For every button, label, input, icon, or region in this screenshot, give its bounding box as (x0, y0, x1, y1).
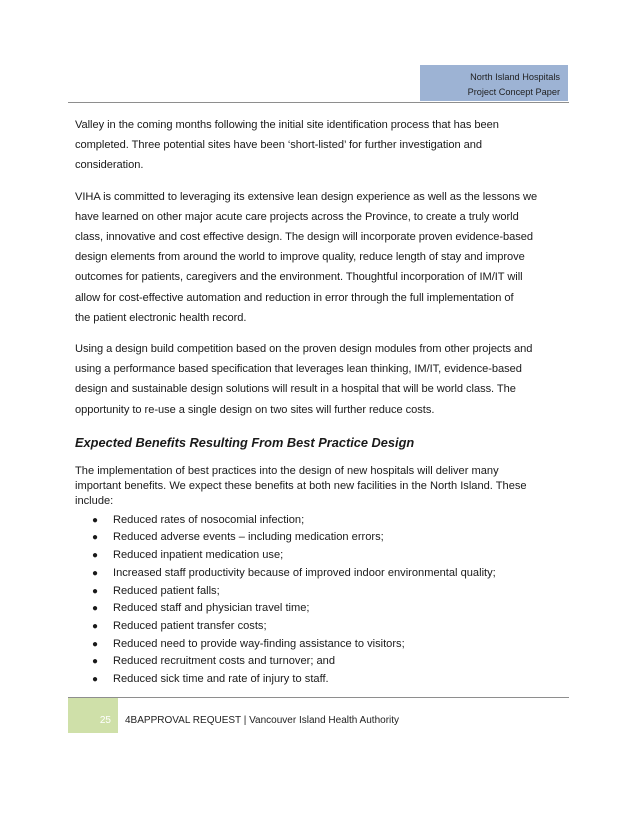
list-item-text: Reduced recruitment costs and turnover; and (113, 655, 335, 668)
list-item-text: Reduced rates of nosocomial infection; (113, 513, 305, 526)
list-item (75, 653, 567, 671)
bullet-icon: ● (92, 532, 99, 544)
text-line: have learned on other major acute care projects across the Province, to create a truly world (75, 210, 519, 223)
benefits-intro (75, 464, 567, 510)
text-line: class, innovative and cost effective design. The design will incorporate proven evidence-based (75, 231, 534, 244)
page-body (75, 115, 567, 689)
list-item (75, 583, 567, 601)
page-number: 25 (68, 698, 118, 733)
text-line: consideration. (75, 159, 144, 172)
list-item-text: Reduced need to provide way-finding assistance to visitors; (113, 637, 405, 650)
bullet-icon: ● (92, 656, 99, 668)
running-header (420, 65, 568, 101)
text-line: Using a design build competition based on the proven design modules from other projects and (75, 343, 533, 356)
header-divider (68, 102, 569, 103)
bullet-icon: ● (92, 620, 99, 632)
paragraph-3 (75, 339, 567, 420)
text-line: important benefits. We expect these benefits at both new facilities in the North Island. These (75, 480, 527, 493)
list-item (75, 600, 567, 618)
header-line-1: North Island Hospitals (470, 72, 560, 82)
paragraph-2 (75, 187, 567, 328)
list-item-text: Reduced staff and physician travel time; (113, 602, 310, 615)
list-item-text: Reduced patient transfer costs; (113, 619, 267, 632)
list-item (75, 671, 567, 689)
text-line: include: (75, 495, 114, 508)
text-line: the patient electronic health record. (75, 311, 247, 324)
text-line: opportunity to re-use a single design on two sites will further reduce costs. (75, 403, 435, 416)
text-line: Valley in the coming months following the initial site identification process that has been (75, 119, 499, 131)
text-line: design elements from around the world to improve quality, reduce length of stay and improve (75, 251, 525, 264)
text-line: The implementation of best practices into the design of new hospitals will deliver many (75, 464, 499, 477)
footer-divider (68, 697, 569, 698)
list-item-text: Increased staff productivity because of improved indoor environmental quality; (113, 566, 496, 579)
bullet-icon: ● (92, 585, 99, 597)
text-line: VIHA is committed to leveraging its extensive lean design experience as well as the lessons we (75, 190, 538, 203)
bullet-icon: ● (92, 550, 99, 562)
bullet-icon: ● (92, 638, 99, 650)
list-item (75, 565, 567, 583)
list-item (75, 512, 567, 530)
paragraph-1 (75, 115, 567, 176)
bullet-icon: ● (92, 567, 99, 579)
text-line: allow for cost-effective automation and reduction in error through the full implementation of (75, 291, 514, 304)
text-line: design and sustainable design solutions will result in a hospital that will be world class. The (75, 383, 516, 396)
bullet-icon: ● (92, 603, 99, 615)
benefits-list (75, 512, 567, 689)
header-line-2: Project Concept Paper (467, 86, 560, 97)
list-item (75, 618, 567, 636)
list-item-text: Reduced inpatient medication use; (113, 549, 284, 562)
text-line: completed. Three potential sites have been ‘short-listed’ for further investigation and (75, 139, 482, 152)
footer-text: 4BAPPROVAL REQUEST | Vancouver Island Health Authority (125, 715, 400, 726)
list-item (75, 547, 567, 565)
list-item (75, 636, 567, 654)
list-item (75, 529, 567, 547)
list-item-text: Reduced patient falls; (113, 584, 220, 597)
text-line: using a performance based specification that leverages lean thinking, IM/IT, evidence-based (75, 363, 522, 376)
bullet-icon: ● (92, 674, 99, 686)
list-item-text: Reduced sick time and rate of injury to staff. (113, 673, 329, 686)
bullet-icon: ● (92, 514, 99, 526)
section-heading: Expected Benefits Resulting From Best Practice Design (75, 434, 415, 450)
list-item-text: Reduced adverse events – including medication errors; (113, 531, 384, 544)
text-line: outcomes for patients, caregivers and the environment. Thoughtful incorporation of IM/IT will (75, 271, 523, 284)
